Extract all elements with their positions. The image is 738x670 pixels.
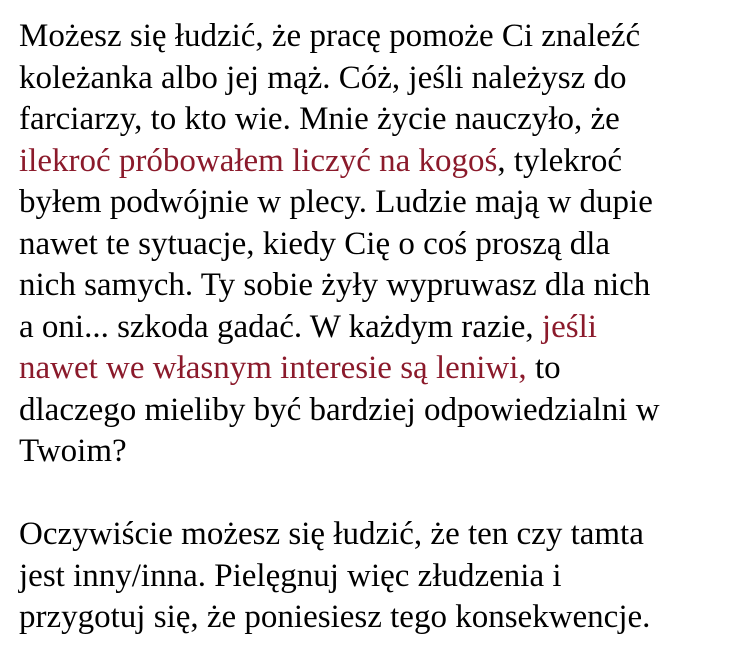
text-line: Oczywiście możesz się łudzić, że ten czy tamta xyxy=(19,516,644,552)
text-line xyxy=(19,141,731,183)
highlighted-phrase: ilekroć próbowałem liczyć na kogoś xyxy=(19,142,498,179)
text-line: koleżanka albo jej mąż. Cóż, jeśli należysz do xyxy=(19,59,627,96)
text-line: nawet te sytuacje, kiedy Cię o coś proszą dla xyxy=(19,225,611,262)
text-line: farciarzy, to kto wie. Mnie życie nauczyło, że xyxy=(19,101,620,137)
paragraph-1 xyxy=(19,16,731,473)
text-fragment: to xyxy=(526,350,561,386)
text-fragment: a oni... szkoda gadać. W każdym razie, xyxy=(19,308,542,345)
text-line xyxy=(19,348,731,390)
paragraph-2 xyxy=(19,514,731,639)
text-line: Możesz się łudzić, że pracę pomoże Ci znaleźć xyxy=(19,18,641,54)
text-line: przygotuj się, że poniesiesz tego konsekwencje. xyxy=(19,599,651,635)
text-line: byłem podwójnie w plecy. Ludzie mają w dupie xyxy=(19,184,653,220)
text-fragment: , tylekroć xyxy=(497,142,622,179)
highlighted-phrase: jeśli xyxy=(541,308,597,345)
text-line: jest inny/inna. Pielęgnuj więc złudzenia i xyxy=(19,557,562,594)
text-line xyxy=(19,307,731,349)
document-body xyxy=(19,16,731,639)
text-line: Twoim? xyxy=(19,433,127,469)
text-line: dlaczego mieliby być bardziej odpowiedzialni w xyxy=(19,391,660,428)
text-line: nich samych. Ty sobie żyły wypruwasz dla nich xyxy=(19,267,651,303)
highlighted-phrase: nawet we własnym interesie są leniwi, xyxy=(19,350,527,386)
